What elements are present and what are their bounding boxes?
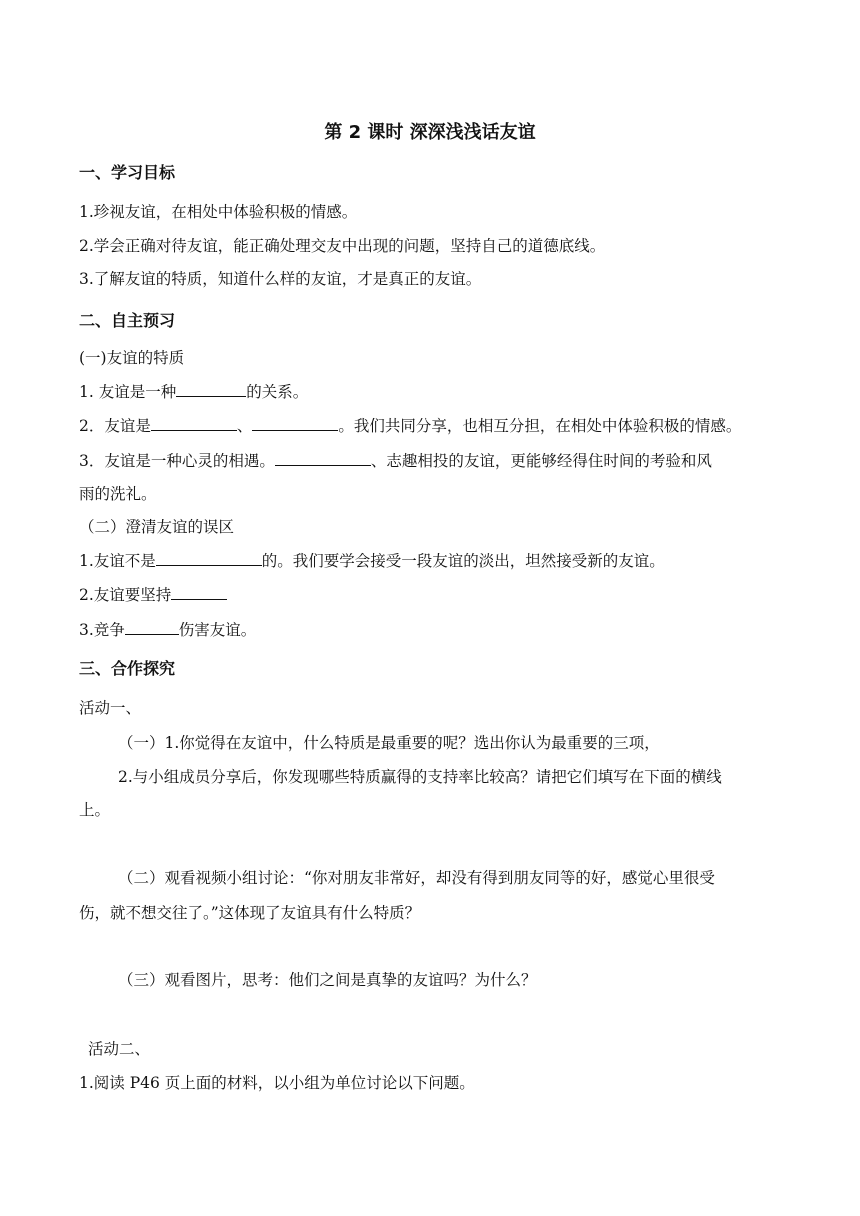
answer-blank[interactable] bbox=[275, 451, 371, 466]
activity-question: 1.阅读 P46 页上面的材料，以小组为单位讨论以下问题。 bbox=[79, 1074, 475, 1092]
activity-question: （一）1.你觉得在友谊中，什么特质是最重要的呢？选出你认为最重要的三项， bbox=[118, 734, 660, 752]
activity-question: （三）观看图片，思考：他们之间是真挚的友谊吗？为什么？ bbox=[118, 971, 537, 989]
fill-question bbox=[79, 382, 308, 402]
answer-blank[interactable] bbox=[171, 585, 227, 600]
question-text: 1.友谊不是 bbox=[79, 552, 156, 570]
answer-blank[interactable] bbox=[252, 416, 338, 431]
fill-question bbox=[79, 551, 665, 571]
fill-question bbox=[79, 416, 741, 436]
question-text: 3.竞争 bbox=[79, 621, 125, 639]
activity-question: 2.与小组成员分享后，你发现哪些特质赢得的支持率比较高？请把它们填写在下面的横线 bbox=[118, 768, 722, 786]
goal-item: 3.了解友谊的特质，知道什么样的友谊，才是真正的友谊。 bbox=[79, 270, 482, 288]
question-text: 的。我们要学会接受一段友谊的淡出，坦然接受新的友谊。 bbox=[261, 552, 665, 570]
question-text: 2.友谊要坚持 bbox=[79, 586, 172, 604]
question-text: 伤害友谊。 bbox=[178, 621, 257, 639]
section-heading-preview: 二、自主预习 bbox=[79, 311, 176, 330]
activity-question-continuation: 伤，就不想交往了。”这体现了友谊具有什么特质？ bbox=[79, 904, 421, 922]
section-heading-explore: 三、合作探究 bbox=[79, 659, 176, 678]
subheading-misconceptions: （二）澄清友谊的误区 bbox=[79, 518, 235, 536]
answer-blank[interactable] bbox=[156, 551, 262, 566]
fill-question bbox=[79, 620, 256, 640]
question-text: 。我们共同分享，也相互分担，在相处中体验积极的情感。 bbox=[338, 417, 742, 435]
subheading-traits: (一)友谊的特质 bbox=[79, 349, 185, 367]
activity-question: （二）观看视频小组讨论：“你对朋友非常好，却没有得到朋友同等的好，感觉心里很受 bbox=[118, 869, 715, 887]
activity-question-continuation: 上。 bbox=[79, 801, 111, 819]
question-text: 1. 友谊是一种 bbox=[79, 383, 177, 401]
answer-blank[interactable] bbox=[176, 382, 246, 397]
goal-item: 1.珍视友谊，在相处中体验积极的情感。 bbox=[79, 203, 358, 221]
question-text: 2．友谊是 bbox=[79, 417, 151, 435]
activity-label: 活动一、 bbox=[79, 699, 142, 717]
question-text: 的关系。 bbox=[246, 383, 309, 401]
question-text: 3．友谊是一种心灵的相遇。 bbox=[79, 452, 275, 470]
question-text: 、志趣相投的友谊，更能够经得住时间的考验和风 bbox=[370, 452, 712, 470]
goal-item: 2.学会正确对待友谊，能正确处理交友中出现的问题，坚持自己的道德底线。 bbox=[79, 237, 606, 255]
page-title: 第 2 课时 深深浅浅话友谊 bbox=[324, 122, 536, 143]
fill-question bbox=[79, 451, 712, 471]
question-text: 、 bbox=[236, 417, 253, 435]
activity-label: 活动二、 bbox=[88, 1040, 151, 1058]
answer-blank[interactable] bbox=[151, 416, 237, 431]
section-heading-goals: 一、学习目标 bbox=[79, 163, 176, 182]
question-continuation: 雨的洗礼。 bbox=[79, 485, 157, 503]
fill-question bbox=[79, 585, 227, 605]
answer-blank[interactable] bbox=[125, 620, 179, 635]
